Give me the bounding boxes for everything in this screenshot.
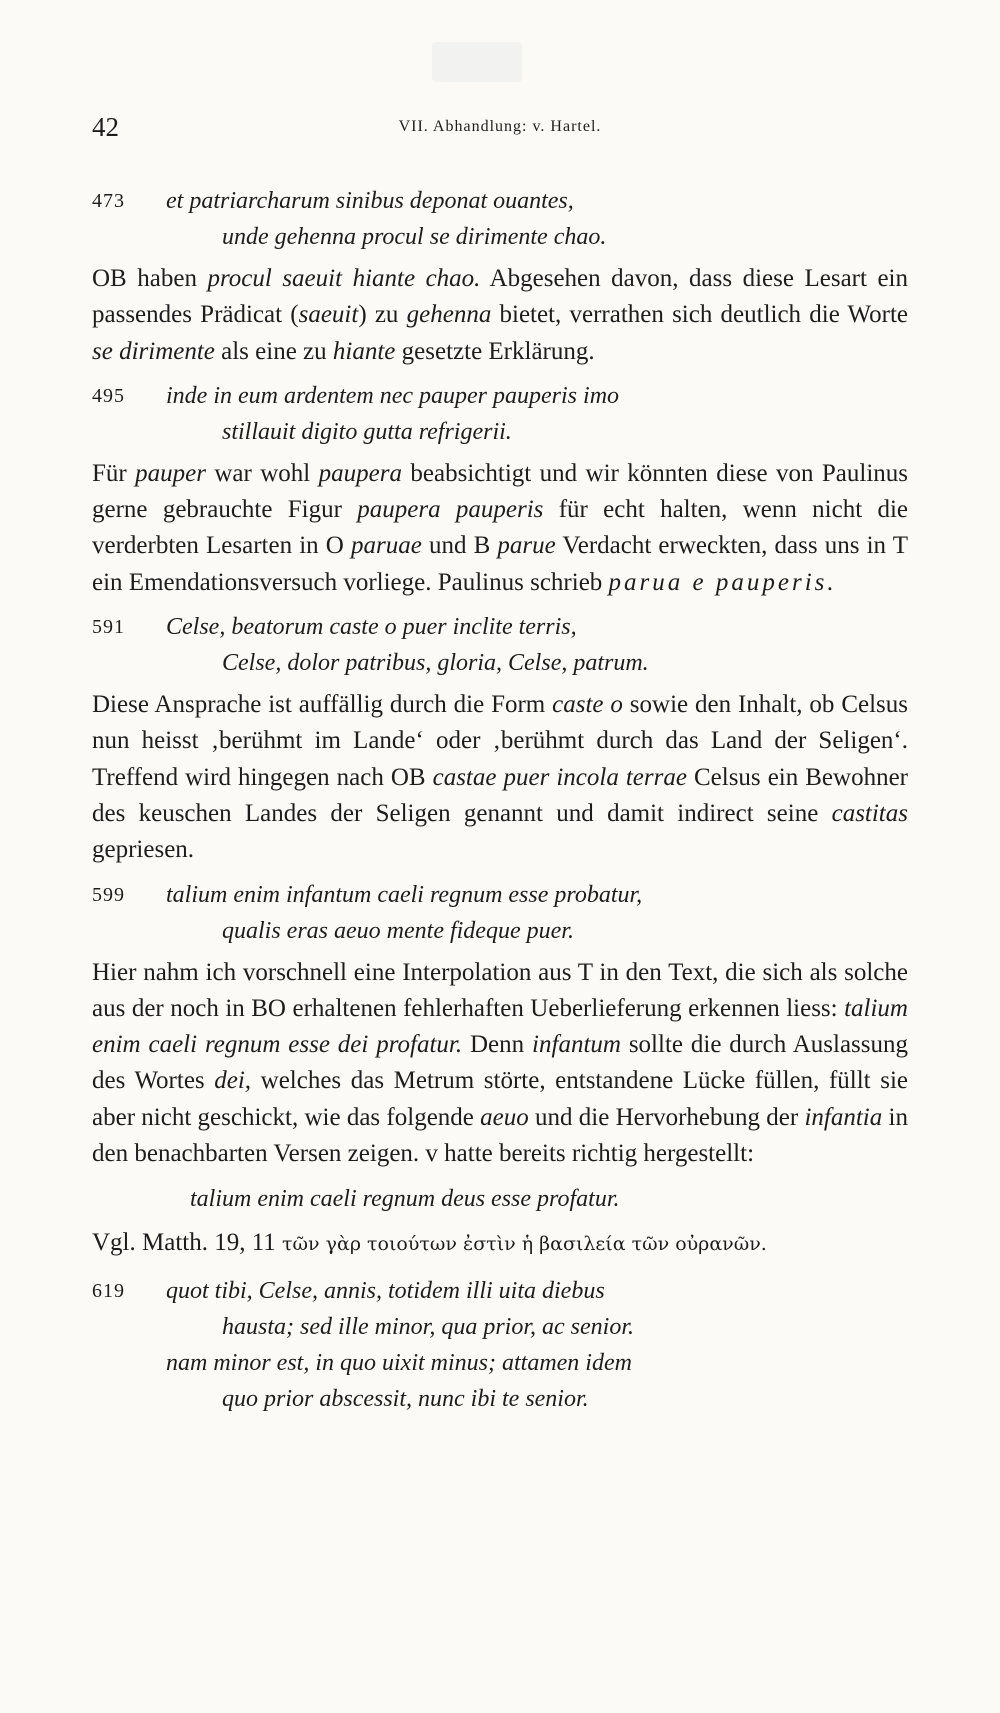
- italic-run: infantum: [532, 1031, 621, 1059]
- italic-run: hiante: [332, 337, 396, 365]
- italic-run: procul saeuit hiante chao.: [207, 265, 481, 292]
- verse-line: quo prior abscessit, nunc ibi te senior.: [222, 1386, 589, 1413]
- commentary-paragraph: [92, 955, 908, 1173]
- cross-reference: [92, 1224, 908, 1263]
- text-run: beabsichtigt und wir könnten diese von Paulinus gerne gebrauchte Figur: [92, 459, 908, 524]
- verse-quote-591: [92, 609, 908, 681]
- page-body: [92, 183, 908, 1423]
- verse-quote-599: [92, 877, 908, 949]
- italic-run: caste o: [552, 691, 623, 719]
- text-run: Für: [92, 459, 136, 487]
- text-run: Diese Ansprache ist auffällig durch die Form: [92, 691, 553, 719]
- verse-line: et patriarcharum sinibus deponat ouantes,: [166, 188, 574, 214]
- restored-verse-line: talium enim caeli regnum deus esse profatur.: [190, 1186, 620, 1213]
- verse-number: 619: [92, 1280, 125, 1303]
- text-run: sowie den Inhalt, ob Celsus nun heisst ‚berühmt im Lande‘ oder ‚berühmt durch das Land der Seligen‘. Treffend wird hingegen nach OB: [92, 691, 908, 791]
- page-header: [92, 112, 908, 146]
- verse-quote-495: [92, 378, 908, 450]
- italic-run: castitas: [831, 799, 908, 827]
- verse-line: Celse, beatorum caste o puer inclite terris,: [166, 614, 577, 641]
- verse-quote-619: [92, 1273, 908, 1417]
- verse-number: 473: [92, 190, 125, 212]
- running-title: VII. Abhandlung: v. Hartel.: [398, 118, 602, 135]
- italic-run: castae puer incola terrae: [432, 763, 687, 791]
- text-run: welches das Metrum störte, entstandene Lücke füllen, füllt sie aber nicht geschickt, wie das folgende: [92, 1067, 908, 1131]
- verse-line: talium enim infantum caeli regnum esse probatur,: [166, 881, 643, 908]
- library-stamp-smudge: [432, 42, 522, 82]
- verse-line: unde gehenna procul se dirimente chao.: [222, 224, 607, 250]
- verse-line: qualis eras aeuo mente fideque puer.: [222, 917, 574, 944]
- verse-line: quot tibi, Celse, annis, totidem illi uita diebus: [166, 1278, 605, 1305]
- italic-run: se dirimente: [92, 337, 215, 365]
- italic-run: saeuit: [298, 301, 359, 329]
- reference-label: Vgl. Matth. 19, 11: [92, 1229, 283, 1257]
- verse-line: stillauit digito gutta refrigerii.: [222, 418, 512, 445]
- italic-run: parua e pauperis.: [608, 568, 837, 596]
- commentary-paragraph: [92, 687, 908, 868]
- verse-line: hausta; sed ille minor, qua prior, ac senior.: [222, 1314, 635, 1341]
- text-run: und B: [421, 532, 498, 560]
- text-run: OB haben: [92, 265, 208, 292]
- italic-run: aeuo: [480, 1103, 529, 1131]
- text-run: gesetzte Erklärung.: [395, 337, 595, 365]
- verse-number: 591: [92, 616, 125, 639]
- text-run: ) zu: [358, 301, 407, 329]
- italic-run: pauper: [135, 459, 206, 487]
- text-run: für echt halten, wenn nicht die verderbten Lesarten in O: [92, 496, 908, 560]
- verse-line: nam minor est, in quo uixit minus; attamen idem: [166, 1350, 632, 1377]
- text-run: und die Hervorhebung der: [528, 1103, 805, 1131]
- text-run: Denn: [462, 1031, 533, 1059]
- text-run: war wohl: [205, 459, 319, 487]
- verse-line: inde in eum ardentem nec pauper pauperis imo: [166, 382, 620, 409]
- text-run: als eine zu: [214, 337, 333, 365]
- italic-run: paupera: [318, 459, 402, 487]
- text-run: Verdacht erweckten, dass uns in T ein Emendationsversuch vorliege. Paulinus schrieb: [92, 532, 908, 596]
- italic-run: gehenna: [406, 301, 492, 329]
- text-run: in den benachbarten Versen zeigen. v hatte bereits richtig hergestellt:: [92, 1103, 908, 1168]
- commentary-paragraph: [92, 261, 908, 370]
- commentary-paragraph: [92, 456, 908, 601]
- italic-run: parue: [497, 532, 556, 560]
- greek-quotation: τῶν γὰρ τοιούτων ἐστὶν ἡ βασιλεία τῶν οὐρανῶν.: [282, 1233, 767, 1256]
- italic-run: paruae: [351, 532, 422, 560]
- italic-run: dei,: [214, 1067, 252, 1095]
- text-run: bietet, verrathen sich deutlich die Worte: [491, 301, 908, 329]
- text-run: Celsus ein Bewohner des keuschen Landes der Seligen genannt und damit indirect seine: [92, 763, 909, 827]
- italic-run: infantia: [804, 1103, 883, 1131]
- verse-number: 495: [92, 384, 125, 407]
- text-run: sollte die durch Auslassung des Wortes: [92, 1031, 908, 1095]
- verse-number: 599: [92, 883, 125, 906]
- verse-quote-473: [92, 183, 908, 255]
- italic-run: talium enim caeli regnum esse dei profatur.: [92, 994, 908, 1059]
- verse-line: Celse, dolor patribus, gloria, Celse, patrum.: [222, 650, 649, 677]
- italic-run: paupera pauperis: [357, 496, 544, 524]
- text-run: Hier nahm ich vorschnell eine Interpolation aus T in den Text, die sich als solche aus der noch in BO erhaltenen fehlerhaften Ueberlieferung erkennen liess:: [92, 958, 908, 1022]
- text-run: Abgesehen davon, dass diese Lesart ein passendes Prädicat (: [92, 265, 908, 329]
- page-number: 42: [92, 112, 119, 142]
- text-run: gepriesen.: [92, 836, 195, 864]
